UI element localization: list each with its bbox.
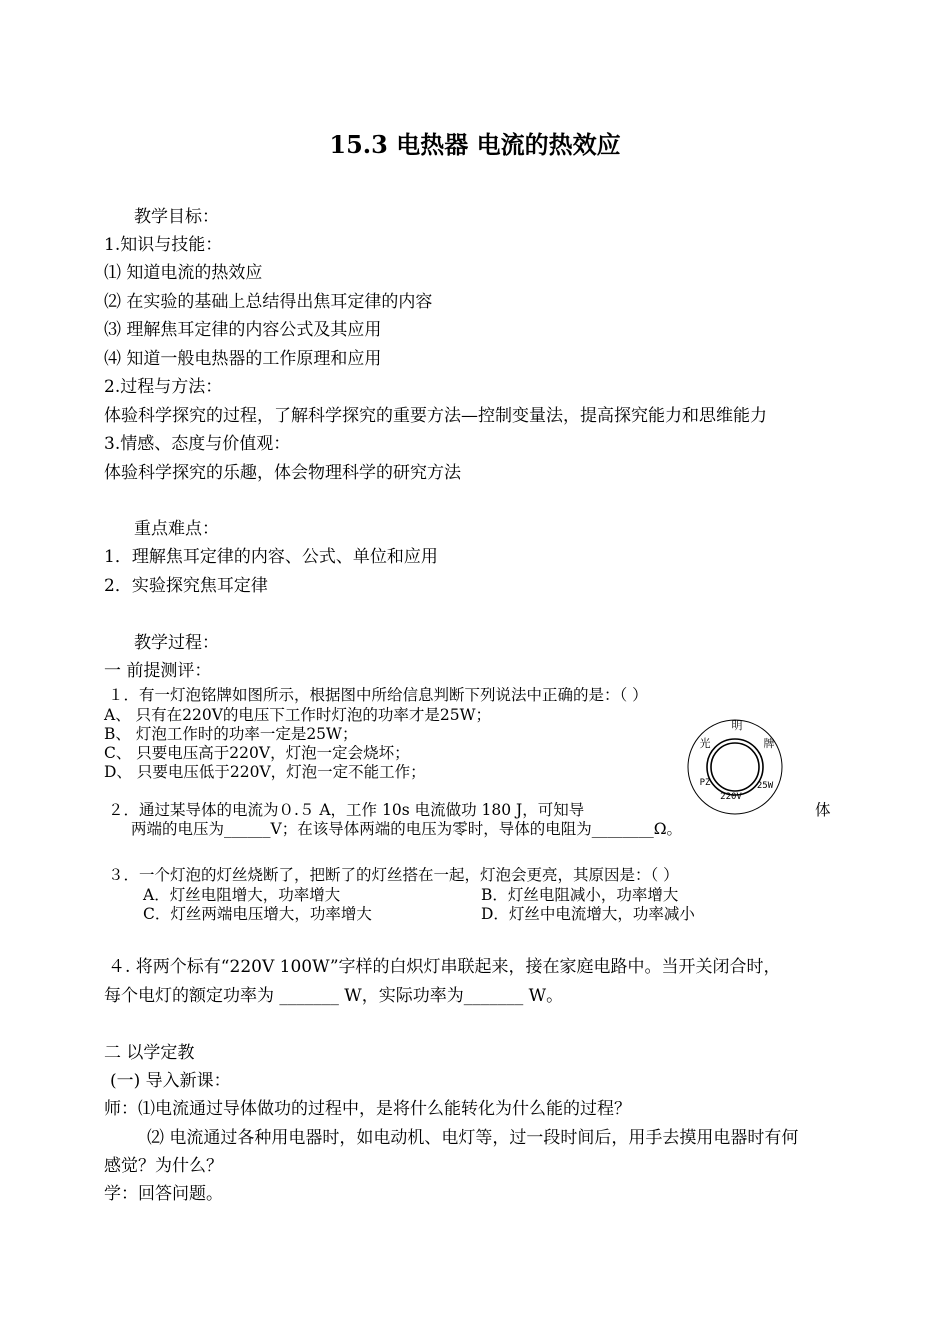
subsection-intro-heading: (一) 导入新课： bbox=[110, 1071, 231, 1091]
question-3-stem: ３．一个灯泡的灯丝烧断了，把断了的灯丝搭在一起，灯泡会更亮，其原因是：（ ） bbox=[108, 866, 679, 884]
emotion-heading: 3.情感、态度与价值观： bbox=[104, 434, 291, 454]
knowledge-item: ⑶ 理解焦耳定律的内容公式及其应用 bbox=[104, 320, 382, 340]
question-1-stem: １．有一灯泡铭牌如图所示，根据图中所给信息判断下列说法中正确的是：（ ） bbox=[108, 686, 648, 704]
question-1-option-a: A、 只有在220V的电压下工作时灯泡的功率才是25W； bbox=[104, 706, 492, 724]
student-response: 学：回答问题。 bbox=[104, 1184, 223, 1204]
question-1-option-d: D、 只要电压低于220V，灯泡一定不能工作； bbox=[104, 763, 426, 781]
question-3-option-a: A．灯丝电阻增大，功率增大 bbox=[143, 886, 341, 904]
question-3-option-b: B．灯丝电阻减小，功率增大 bbox=[481, 886, 679, 904]
teacher-question-2: ⑵ 电流通过各种用电器时，如电动机、电灯等，过一段时间后，用手去摸用电器时有何 bbox=[147, 1128, 799, 1148]
knowledge-item: ⑴ 知道电流的热效应 bbox=[104, 263, 263, 283]
question-4-line-1: ４. 将两个标有“220V 100W”字样的白炽灯串联起来，接在家庭电路中。当开关闭合时， bbox=[108, 957, 781, 977]
nameplate-char-pai: 牌 bbox=[763, 737, 775, 750]
nameplate-inner-ring bbox=[711, 743, 759, 791]
key-point-item: 2．实验探究焦耳定律 bbox=[104, 576, 268, 596]
teacher-question-1: 师：⑴电流通过导体做功的过程中，是将什么能转化为什么能的过程？ bbox=[104, 1099, 631, 1119]
nameplate-inner-ring bbox=[707, 739, 763, 795]
nameplate-model: PZ bbox=[699, 778, 711, 788]
question-2-line-1: ２．通过某导体的电流为０.５ A，工作 10s 电流做功 180 J，可知导 bbox=[108, 801, 585, 819]
knowledge-heading: 1.知识与技能： bbox=[104, 235, 223, 255]
nameplate-char-ming: 明 bbox=[731, 719, 743, 732]
question-1-option-c: C、 只要电压高于220V，灯泡一定会烧坏； bbox=[104, 744, 410, 762]
key-point-item: 1．理解焦耳定律的内容、公式、单位和应用 bbox=[104, 547, 438, 567]
question-4-line-2: 每个电灯的额定功率为 _______ W，实际功率为_______ W。 bbox=[104, 986, 564, 1006]
objectives-heading: 教学目标： bbox=[134, 207, 219, 227]
nameplate-char-guang: 光 bbox=[699, 737, 711, 750]
knowledge-item: ⑷ 知道一般电热器的工作原理和应用 bbox=[104, 349, 382, 369]
teacher-question-2-cont: 感觉？为什么？ bbox=[104, 1156, 223, 1176]
process-section-heading: 教学过程： bbox=[134, 633, 219, 653]
question-2-line-2: 两端的电压为______V；在该导体两端的电压为零时，导体的电阻为________Ω。 bbox=[131, 820, 683, 838]
knowledge-item: ⑵ 在实验的基础上总结得出焦耳定律的内容 bbox=[104, 292, 433, 312]
bulb-nameplate-figure bbox=[685, 715, 785, 815]
question-3-option-c: C．灯丝两端电压增大，功率增大 bbox=[143, 905, 372, 923]
nameplate-voltage: 220V bbox=[720, 792, 742, 802]
process-heading: 2.过程与方法： bbox=[104, 377, 223, 397]
section-2-heading: 二 以学定教 bbox=[104, 1043, 195, 1063]
process-text: 体验科学探究的过程，了解科学探究的重要方法—控制变量法，提高探究能力和思维能力 bbox=[104, 406, 767, 426]
key-points-heading: 重点难点： bbox=[134, 519, 219, 539]
emotion-text: 体验科学探究的乐趣，体会物理科学的研究方法 bbox=[104, 463, 461, 483]
nameplate-power: 25W bbox=[756, 781, 774, 791]
section-1-heading: 一 前提测评： bbox=[104, 661, 212, 681]
question-2-line-1-end: 体 bbox=[815, 801, 831, 819]
page-title: 15.3 电热器 电流的热效应 bbox=[329, 130, 621, 159]
question-1-option-b: B、 灯泡工作时的功率一定是25W； bbox=[104, 725, 358, 743]
question-3-option-d: D．灯丝中电流增大，功率减小 bbox=[481, 905, 695, 923]
